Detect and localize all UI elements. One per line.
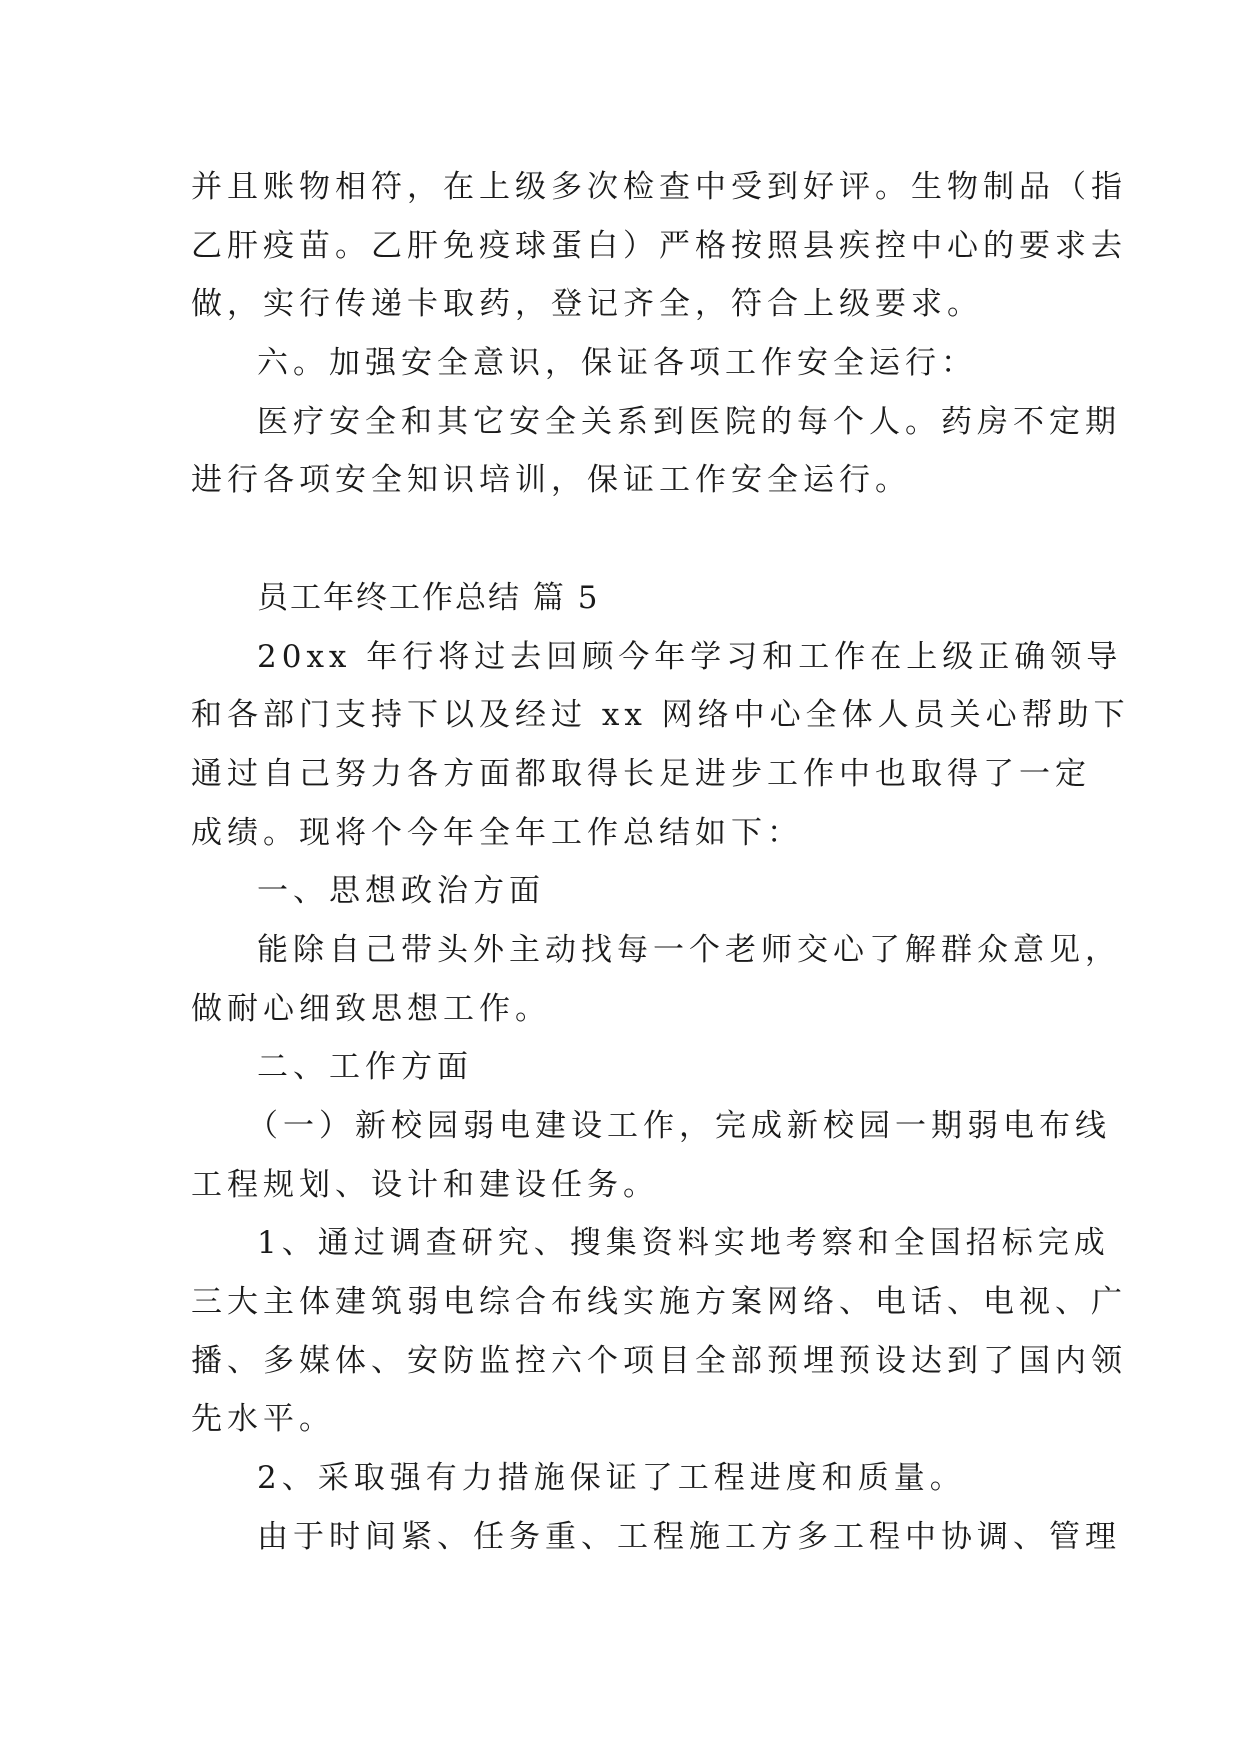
- section-heading: 二、工作方面: [257, 1049, 473, 1086]
- paragraph-line: 并且账物相符，在上级多次检查中受到好评。生物制品（指: [191, 169, 1127, 205]
- paragraph-line: 2、采取强有力措施保证了工程进度和质量。: [257, 1460, 966, 1497]
- paragraph-line: 1、通过调查研究、搜集资料实地考察和全国招标完成: [257, 1225, 1110, 1262]
- section-heading: 一、思想政治方面: [257, 873, 545, 910]
- document-body: [191, 158, 1130, 1567]
- paragraph-line: 做，实行传递卡取药，登记齐全，符合上级要求。: [191, 286, 983, 323]
- paragraph-line: （一）新校园弱电建设工作，完成新校园一期弱电布线: [247, 1108, 1111, 1144]
- paragraph-line: 做耐心细致思想工作。: [191, 990, 551, 1027]
- paragraph-line: 先水平。: [191, 1401, 335, 1438]
- article-title: 员工年终工作总结 篇 5: [257, 579, 600, 616]
- paragraph-line: 和各部门支持下以及经过 xx 网络中心全体人员关心帮助下: [191, 697, 1130, 734]
- paragraph-line: 进行各项安全知识培训，保证工作安全运行。: [191, 462, 911, 499]
- paragraph-line: 20xx 年行将过去回顾今年学习和工作在上级正确领导: [257, 638, 1123, 675]
- paragraph-line: 乙肝疫苗。乙肝免疫球蛋白）严格按照县疾控中心的要求去: [191, 227, 1127, 264]
- paragraph-line: 工程规划、设计和建设任务。: [191, 1166, 659, 1203]
- paragraph-line: 由于时间紧、任务重、工程施工方多工程中协调、管理: [257, 1518, 1121, 1555]
- section-heading: 六。加强安全意识，保证各项工作安全运行：: [257, 345, 977, 382]
- paragraph-line: 能除自己带头外主动找每一个老师交心了解群众意见，: [257, 931, 1121, 968]
- paragraph-line: 三大主体建筑弱电综合布线实施方案网络、电话、电视、广: [191, 1284, 1127, 1321]
- paragraph-line: 医疗安全和其它安全关系到医院的每个人。药房不定期: [257, 403, 1121, 440]
- paragraph-line: 通过自己努力各方面都取得长足进步工作中也取得了一定: [191, 755, 1091, 792]
- blank-line: [191, 510, 1051, 569]
- paragraph-line: 成绩。现将个今年全年工作总结如下：: [191, 814, 803, 851]
- paragraph-line: 播、多媒体、安防监控六个项目全部预埋预设达到了国内领: [191, 1342, 1127, 1379]
